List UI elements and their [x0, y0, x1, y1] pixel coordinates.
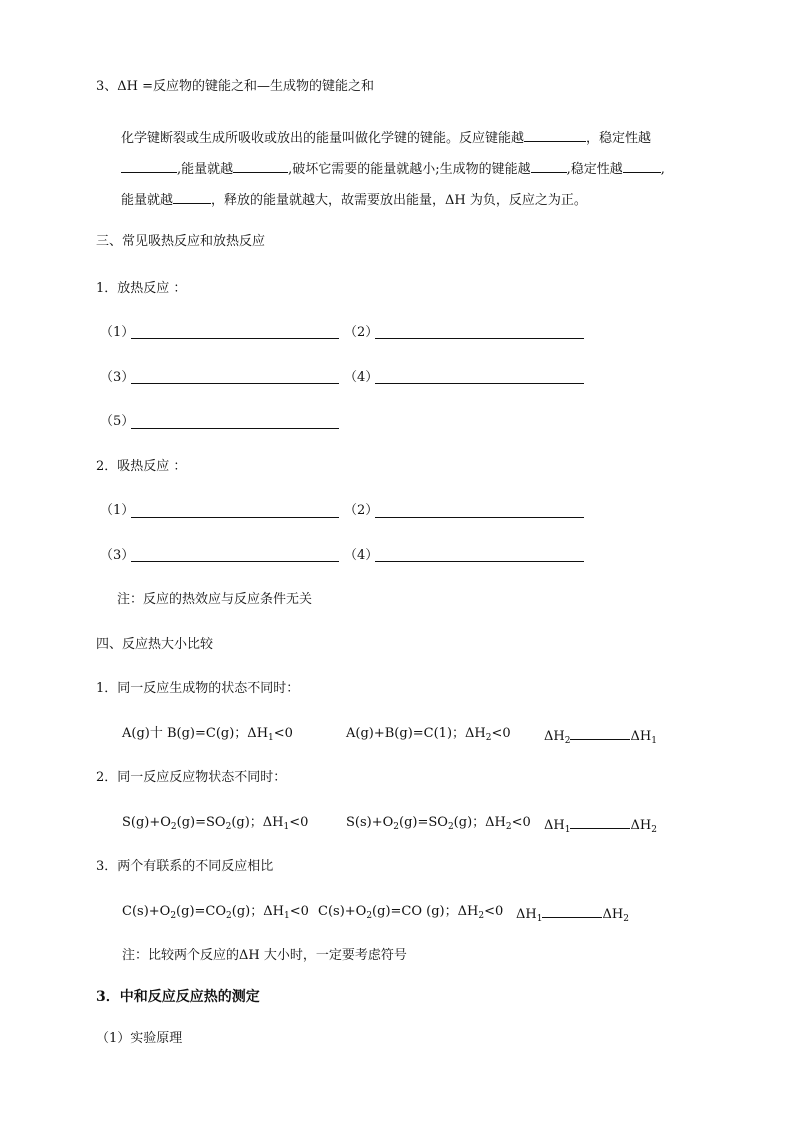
- exothermic-title: 1．放热反应 ：: [96, 281, 187, 296]
- paragraph-text: 能量就越: [121, 193, 174, 208]
- paragraph-line-1: [121, 127, 651, 148]
- equation: [122, 903, 309, 921]
- equation-text: ΔH: [544, 729, 565, 744]
- subscript: 2: [170, 822, 177, 832]
- subscript: 1: [268, 733, 274, 743]
- endo-answer-line[interactable]: [375, 561, 584, 562]
- equation: [122, 725, 293, 743]
- subscript: 1: [536, 914, 543, 924]
- equation-text: (g)=SO: [399, 815, 448, 830]
- equation-text: <0: [511, 815, 531, 830]
- fill-blank[interactable]: [233, 158, 288, 173]
- fill-blank[interactable]: [121, 158, 177, 173]
- equation: [122, 814, 308, 832]
- equation-text: <0: [289, 815, 309, 830]
- endo-answer-line[interactable]: [131, 517, 339, 518]
- comparison: [516, 903, 629, 924]
- equation-text: (g)=CO: [176, 904, 227, 919]
- equation-text: (g)；ΔH: [453, 815, 506, 830]
- exo-item-label: （3）: [100, 370, 135, 385]
- subscript: 1: [283, 822, 290, 832]
- exo-item-label: （1）: [100, 325, 135, 340]
- equation: [318, 903, 503, 921]
- exo-answer-line[interactable]: [131, 428, 339, 429]
- delta-h-formula: ΔH =反应物的键能之和—生成物的键能之和: [117, 79, 375, 94]
- paragraph-line-3: [121, 189, 587, 210]
- paragraph-text: ,稳定性越: [566, 162, 623, 177]
- subscript: 2: [447, 822, 454, 832]
- paragraph-text: ,: [660, 162, 665, 177]
- compare-title: 2．同一反应反应物状态不同时：: [96, 770, 287, 785]
- equation-text: ΔH: [602, 907, 624, 922]
- endo-item-label: （2）: [344, 503, 379, 518]
- comparison: [544, 814, 657, 835]
- equation-text: ΔH: [516, 907, 537, 922]
- equation-text: ΔH: [630, 729, 652, 744]
- subscript: 2: [170, 911, 177, 921]
- exo-item-label: （2）: [344, 325, 379, 340]
- section-heading-bold: 3．中和反应反应热的测定: [96, 989, 260, 1005]
- fill-blank[interactable]: [570, 725, 630, 740]
- exo-answer-line[interactable]: [131, 383, 339, 384]
- exo-item-label: （4）: [344, 370, 379, 385]
- subscript: 2: [225, 822, 232, 832]
- exo-item-label: （5）: [100, 414, 135, 429]
- endo-item-label: （4）: [344, 548, 379, 563]
- fill-blank[interactable]: [531, 158, 567, 173]
- equation-text: (g)=CO (g)；ΔH: [372, 904, 479, 919]
- subscript: 1: [283, 911, 290, 921]
- equation-text: A(g)十 B(g)=C(g)；ΔH: [122, 726, 269, 741]
- section-heading: 四、反应热大小比较: [96, 637, 214, 652]
- endo-item-label: （1）: [100, 503, 135, 518]
- subscript: 2: [366, 911, 373, 921]
- equation-text: A(g)+B(g)=C(1)；ΔH: [346, 726, 486, 741]
- subscript: 2: [623, 914, 629, 924]
- comparison: [544, 725, 657, 746]
- equation-text: C(s)+O: [318, 904, 367, 919]
- subscript: 2: [226, 911, 232, 921]
- subscript: 2: [651, 825, 657, 835]
- subscript: 2: [505, 822, 512, 832]
- equation-text: <0: [289, 904, 309, 919]
- endo-item-label: （3）: [100, 548, 135, 563]
- paragraph-text: ,破坏它需要的能量就越小;生成物的键能越: [288, 162, 531, 177]
- paragraph-text: ，释放的能量就越大，故需要放出能量，ΔH 为负，反应之为正。: [211, 193, 587, 208]
- compare-title: 3．两个有联系的不同反应相比: [96, 859, 274, 874]
- subscript: 2: [564, 736, 571, 746]
- subsection-title: （1）实验原理: [96, 1031, 183, 1046]
- equation-text: (g)=SO: [176, 815, 226, 830]
- subscript: 2: [393, 822, 400, 832]
- fill-blank[interactable]: [570, 814, 630, 829]
- paragraph-text: 化学键断裂或生成所吸收或放出的能量叫做化学键的键能。反应键能越: [121, 131, 525, 146]
- equation-text: <0: [273, 726, 293, 741]
- equation-text: ΔH: [630, 818, 652, 833]
- fill-blank[interactable]: [542, 903, 602, 918]
- endothermic-title: 2．吸热反应 ：: [96, 459, 187, 474]
- equation-text: (g)；ΔH: [231, 815, 284, 830]
- paragraph-text: ，稳定性越: [586, 131, 652, 146]
- equation-text: S(g)+O: [122, 815, 171, 830]
- endo-answer-line[interactable]: [131, 561, 339, 562]
- compare-title: 1．同一反应生成物的状态不同时：: [96, 681, 300, 696]
- section-heading: 三、常见吸热反应和放热反应: [96, 234, 266, 249]
- subscript: 1: [564, 825, 571, 835]
- exo-answer-line[interactable]: [375, 338, 584, 339]
- paragraph-text: ,能量就越: [177, 162, 234, 177]
- item-number: 3、: [96, 79, 118, 94]
- equation-text: C(s)+O: [122, 904, 171, 919]
- equation-text: S(s)+O: [346, 815, 394, 830]
- fill-blank[interactable]: [173, 189, 211, 204]
- note-text: 注：反应的热效应与反应条件无关: [117, 592, 313, 607]
- subscript: 2: [478, 911, 485, 921]
- equation: [346, 725, 511, 743]
- paragraph-line-2: [121, 158, 665, 179]
- fill-blank[interactable]: [623, 158, 661, 173]
- subscript: 1: [651, 736, 657, 746]
- equation-text: (g)；ΔH: [231, 904, 284, 919]
- exo-answer-line[interactable]: [375, 383, 584, 384]
- endo-answer-line[interactable]: [375, 517, 584, 518]
- equation-text: <0: [484, 904, 504, 919]
- equation-text: ΔH: [544, 818, 565, 833]
- equation: [346, 814, 531, 832]
- exo-answer-line[interactable]: [131, 338, 339, 339]
- section-3-formula: [96, 78, 374, 96]
- subscript: 2: [485, 733, 492, 743]
- note-text: 注：比较两个反应的ΔH 大小时，一定要考虑符号: [122, 948, 407, 963]
- fill-blank[interactable]: [524, 127, 586, 142]
- equation-text: <0: [491, 726, 511, 741]
